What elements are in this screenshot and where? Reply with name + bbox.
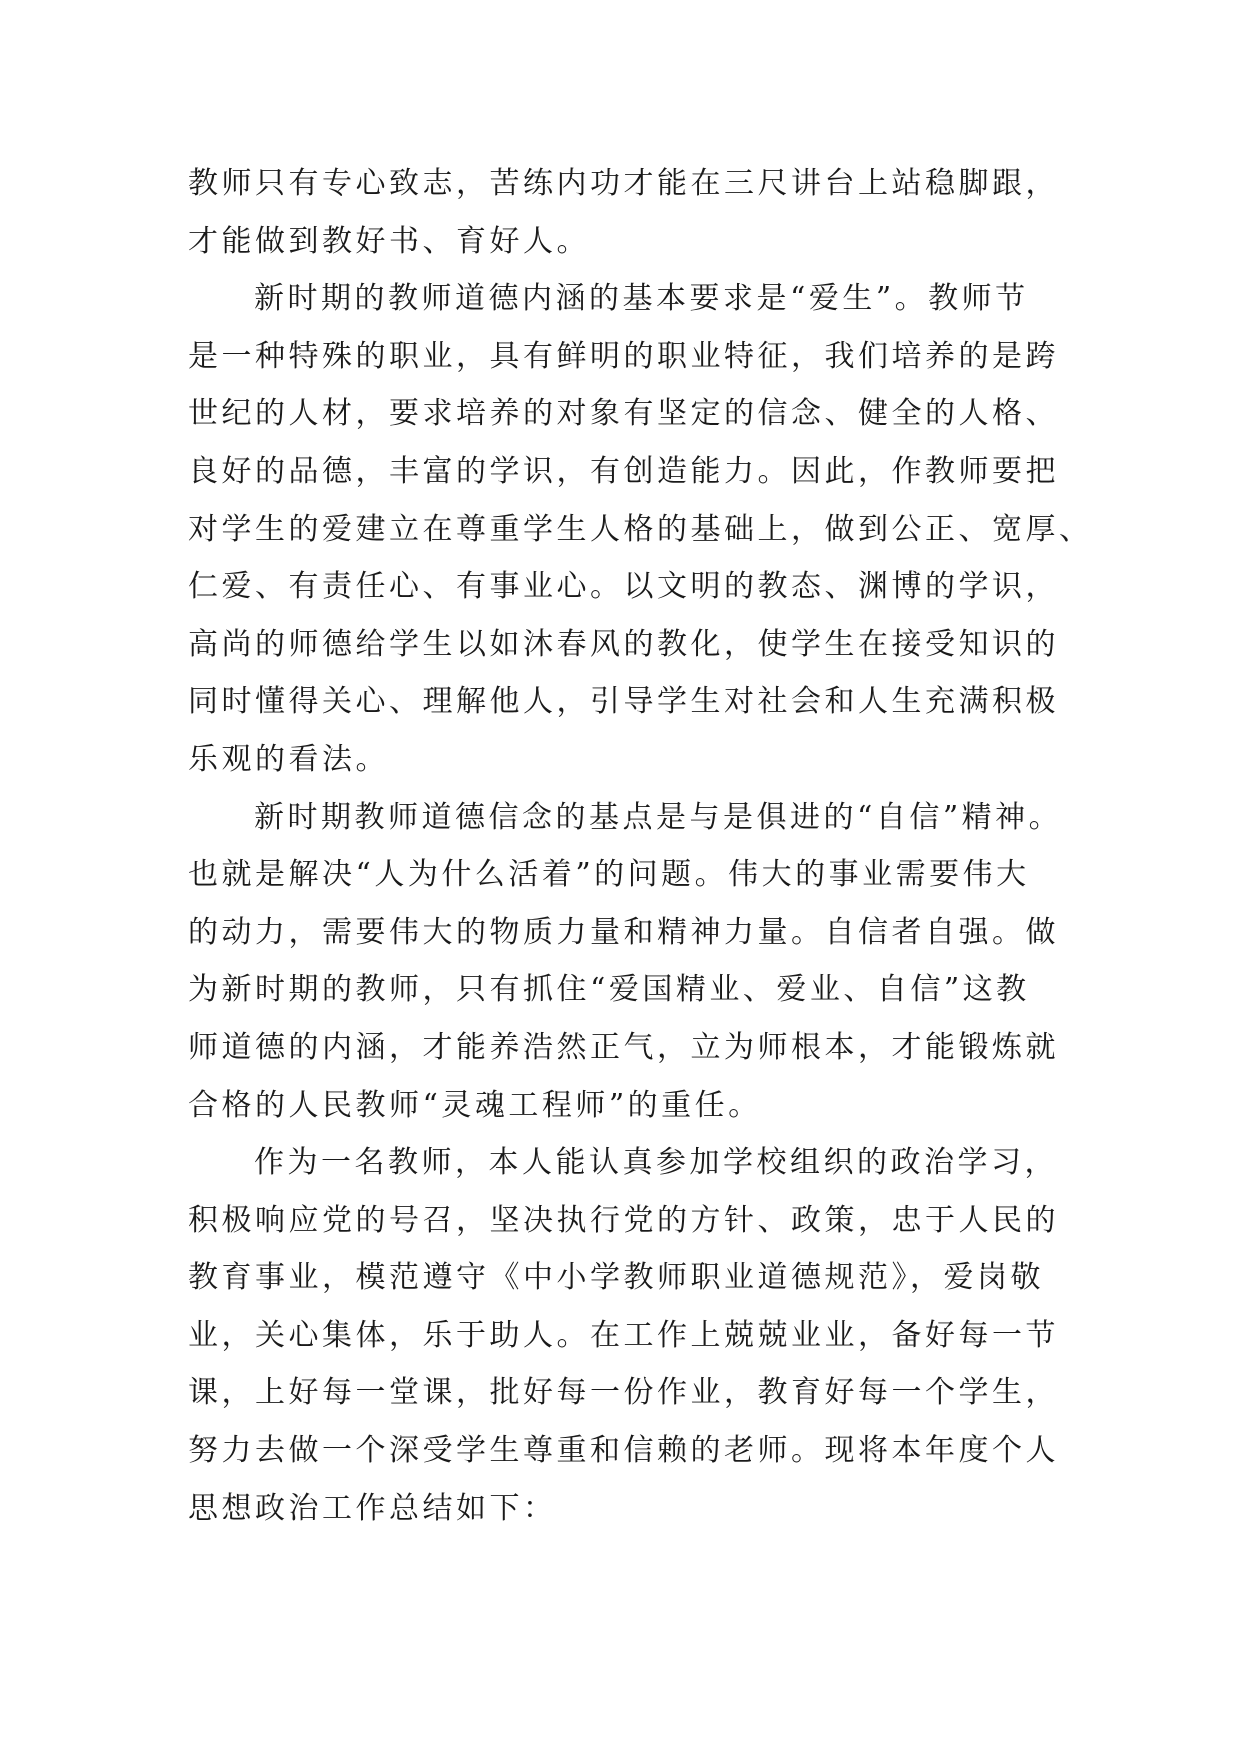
text-line: 同时懂得关心、理解他人，引导学生对社会和人生充满积极 <box>188 684 1059 720</box>
text-line: 世纪的人材，要求培养的对象有坚定的信念、健全的人格、 <box>188 396 1059 432</box>
paragraph-start-line: 新时期教师道德信念的基点是与是俱进的“自信”精神。 <box>254 799 1063 835</box>
paragraph-start-line: 新时期的教师道德内涵的基本要求是“爱生”。教师节 <box>254 281 1029 317</box>
text-line: 也就是解决“人为什么活着”的问题。伟大的事业需要伟大 <box>188 857 1030 893</box>
text-line: 努力去做一个深受学生尊重和信赖的老师。现将本年度个人 <box>188 1433 1059 1469</box>
text-line: 师道德的内涵，才能养浩然正气，立为师根本，才能锻炼就 <box>188 1029 1059 1065</box>
text-line: 教师只有专心致志，苦练内功才能在三尺讲台上站稳脚跟， <box>188 166 1059 201</box>
text-line: 对学生的爱建立在尊重学生人格的基础上，做到公正、宽厚、 <box>188 511 1093 547</box>
text-line: 为新时期的教师，只有抓住“爱国精业、爱业、自信”这教 <box>188 972 1030 1008</box>
text-line: 思想政治工作总结如下： <box>188 1490 557 1526</box>
text-line: 业，关心集体，乐于助人。在工作上兢兢业业，备好每一节 <box>188 1317 1059 1353</box>
text-line: 积极响应党的号召，坚决执行党的方针、政策，忠于人民的 <box>188 1202 1059 1238</box>
text-line: 仁爱、有责任心、有事业心。以文明的教态、渊博的学识， <box>188 569 1059 605</box>
text-line: 教育事业，模范遵守《中小学教师职业道德规范》，爱岗敬 <box>188 1260 1044 1296</box>
text-line: 的动力，需要伟大的物质力量和精神力量。自信者自强。做 <box>188 914 1059 950</box>
body-text <box>188 155 1093 1537</box>
text-line: 乐观的看法。 <box>188 741 389 777</box>
text-line: 合格的人民教师“灵魂工程师”的重任。 <box>188 1087 762 1123</box>
text-line: 课，上好每一堂课，批好每一份作业，教育好每一个学生， <box>188 1375 1059 1411</box>
text-line: 高尚的师德给学生以如沐春风的教化，使学生在接受知识的 <box>188 626 1059 662</box>
paragraph-start-line: 作为一名教师，本人能认真参加学校组织的政治学习， <box>254 1145 1058 1181</box>
text-line: 是一种特殊的职业，具有鲜明的职业特征，我们培养的是跨 <box>188 338 1059 374</box>
text-line: 才能做到教好书、育好人。 <box>188 223 590 259</box>
text-line: 良好的品德，丰富的学识，有创造能力。因此，作教师要把 <box>188 453 1059 489</box>
